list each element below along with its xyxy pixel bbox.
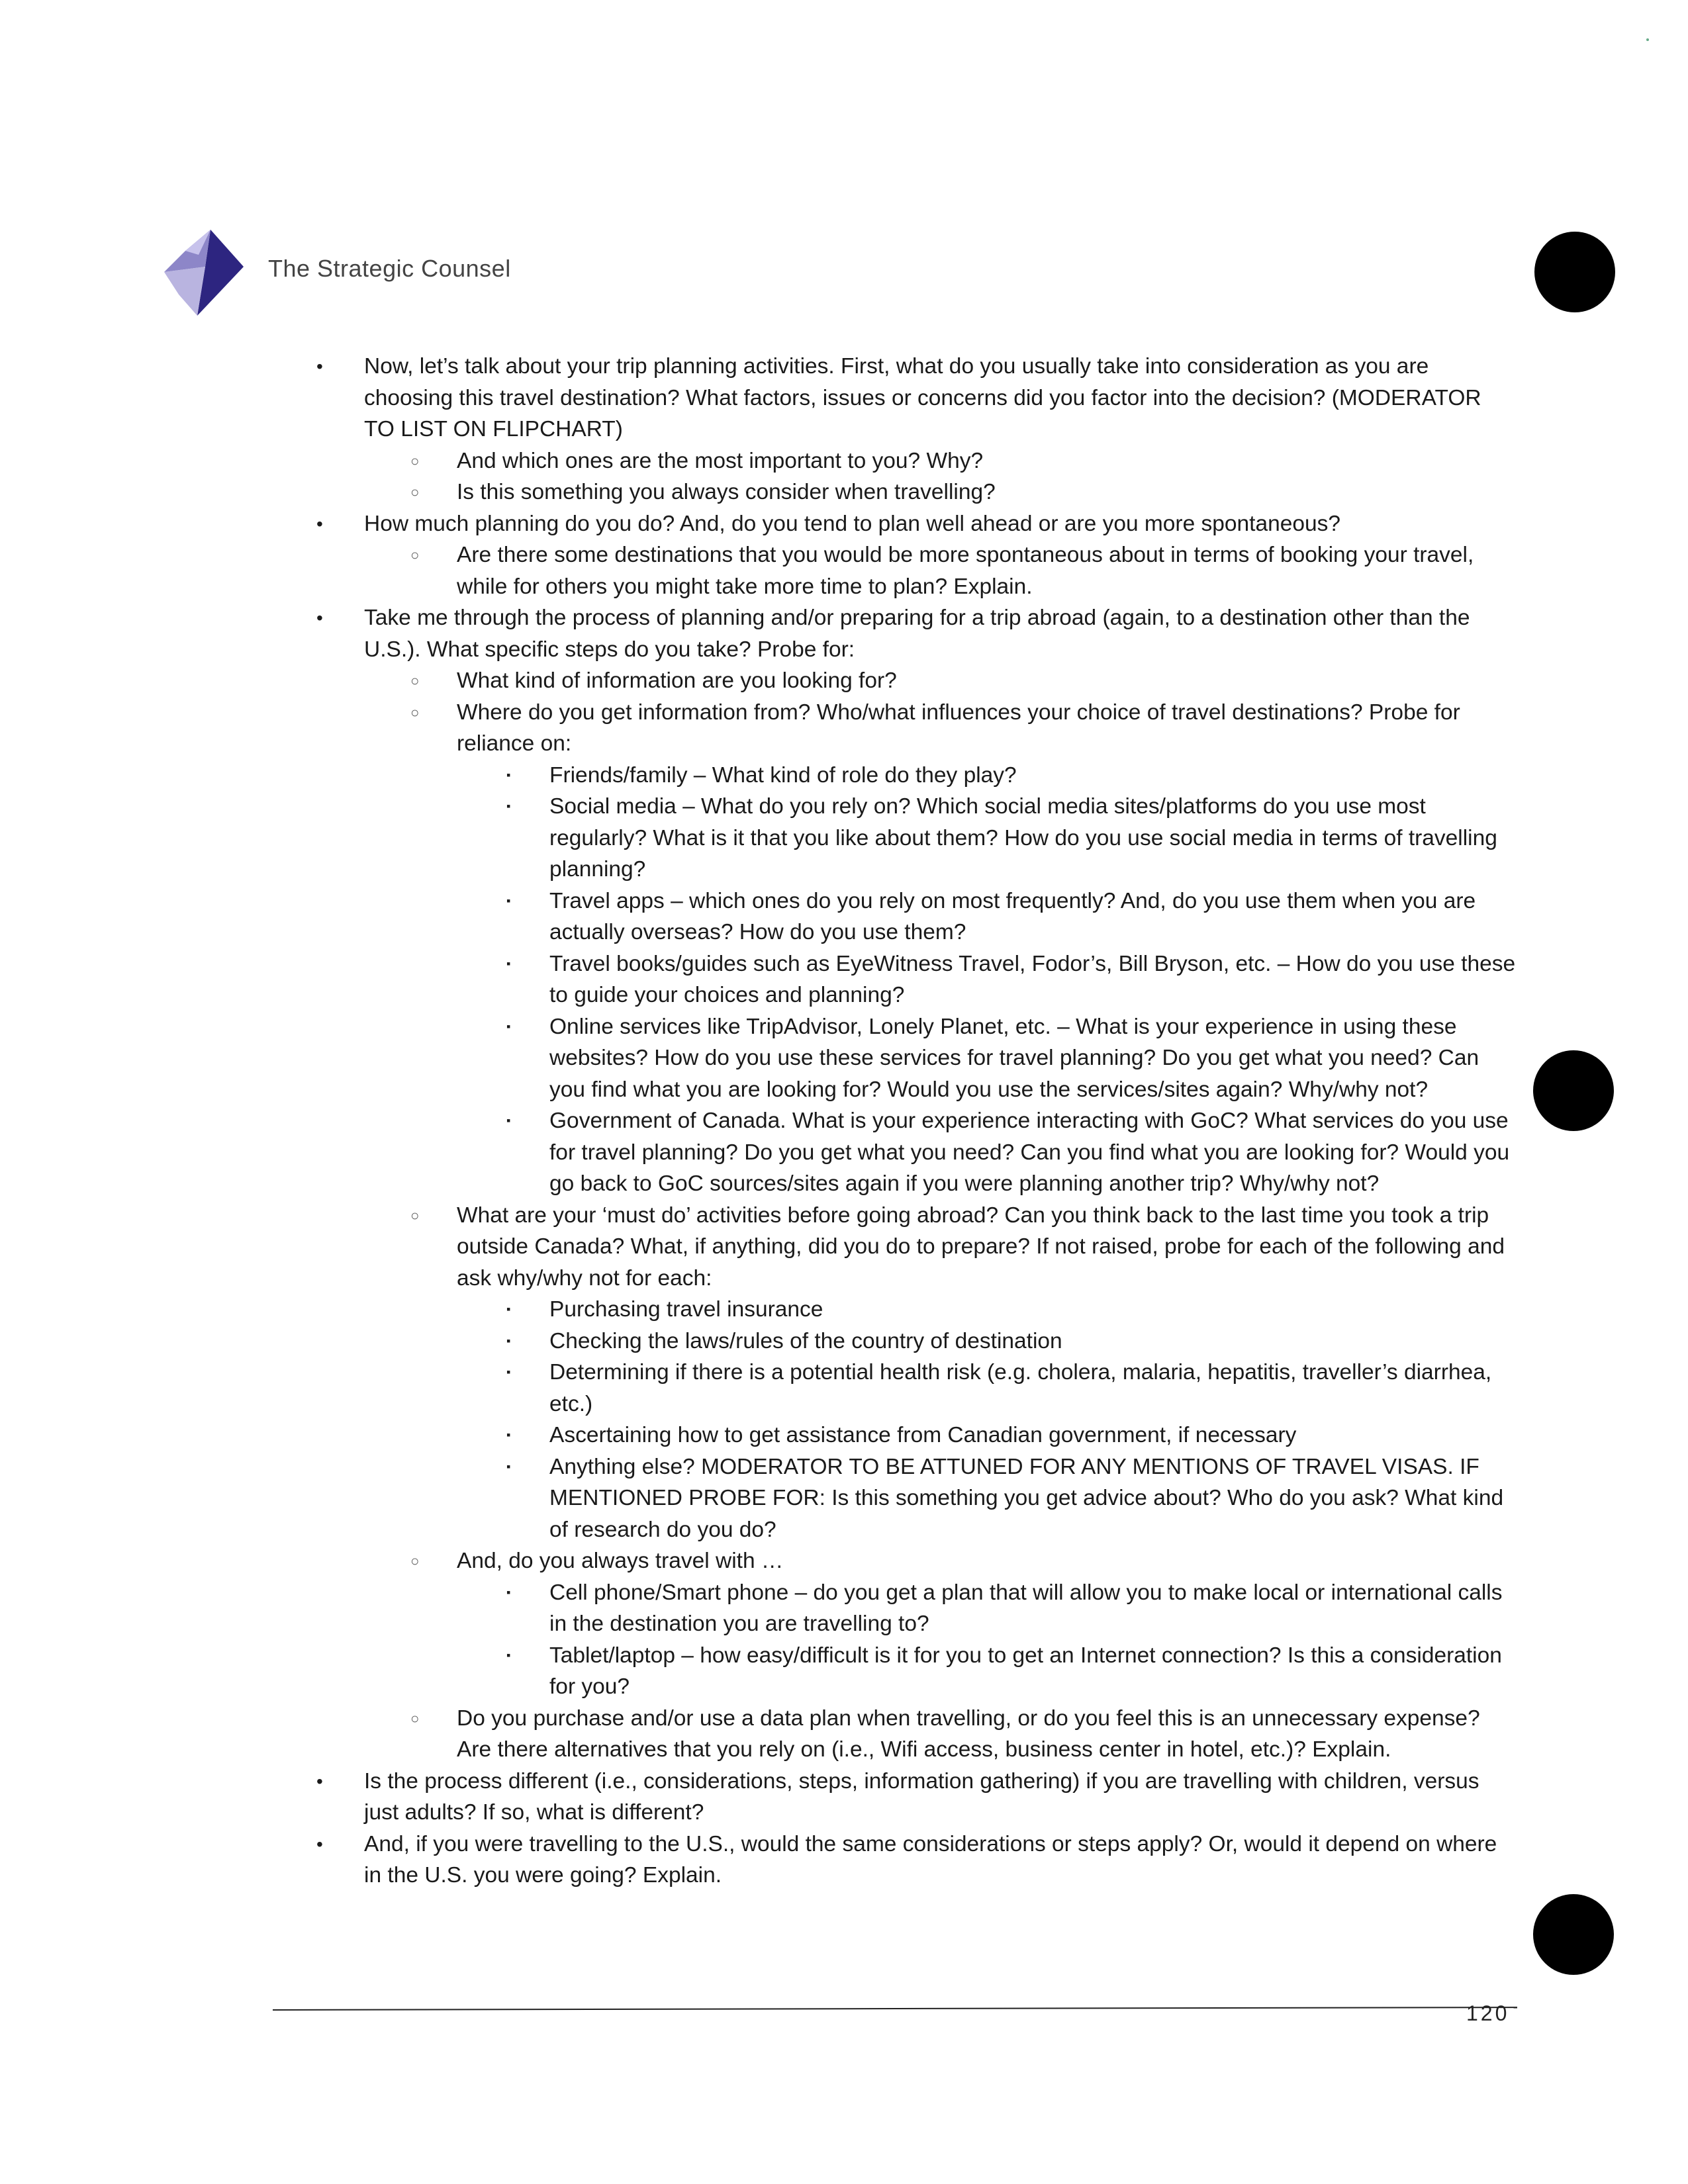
- item-text: Do you purchase and/or use a data plan when travelling, or do you feel this is an unnecessary expense? Are there alternatives that you rely on (i.e., Wifi access, business center in hotel, etc.)? Explain.: [457, 1706, 1480, 1762]
- item-text: Tablet/laptop – how easy/difficult is it for you to get an Internet connection? Is this a consideration for you?: [549, 1643, 1502, 1699]
- footer-rule: [273, 2007, 1517, 2011]
- item-text: Is this something you always consider when travelling?: [457, 480, 996, 504]
- punch-hole: [1533, 1050, 1614, 1131]
- main-question: [305, 351, 1516, 445]
- bullet-icon: •: [316, 1833, 323, 1854]
- bullet-icon: •: [316, 513, 323, 534]
- item-text: Government of Canada. What is your experience interacting with GoC? What services do you use for travel planning? Do you get what you need? Can you find what you are looking for? Would you go back to GoC sources/sites again if you were planning another trip? Why/why not?: [549, 1109, 1510, 1196]
- square-bullet-icon: ▪: [506, 893, 511, 907]
- square-bullet-icon: ▪: [506, 1365, 511, 1379]
- square-bullet-icon: ▪: [506, 768, 511, 782]
- item-text: Is the process different (i.e., considerations, steps, information gathering) if you are travelling with children, versus just adults? If so, what is different?: [364, 1768, 1479, 1825]
- square-bullet-icon: ▪: [506, 1114, 511, 1127]
- square-bullet-icon: ▪: [506, 956, 511, 970]
- sub-probe: [305, 760, 1516, 792]
- circle-bullet-icon: ○: [410, 547, 420, 563]
- square-bullet-icon: ▪: [506, 1585, 511, 1599]
- circle-bullet-icon: ○: [410, 672, 420, 689]
- sub-probe: [305, 791, 1516, 886]
- square-bullet-icon: ▪: [506, 1428, 511, 1441]
- square-bullet-icon: ▪: [506, 1334, 511, 1347]
- item-text: How much planning do you do? And, do you tend to plan well ahead or are you more spontaneous?: [364, 511, 1341, 536]
- bullet-icon: •: [316, 356, 323, 377]
- sub-probe: [305, 1451, 1516, 1546]
- item-text: Determining if there is a potential health risk (e.g. cholera, malaria, hepatitis, traveller’s diarrhea, etc.): [549, 1360, 1492, 1416]
- probe-question: [305, 539, 1516, 602]
- item-text: Where do you get information from? Who/what influences your choice of travel destinations? Probe for reliance on:: [457, 700, 1460, 756]
- punch-hole: [1533, 1894, 1614, 1975]
- probe-question: [305, 1703, 1516, 1766]
- item-text: Online services like TripAdvisor, Lonely Planet, etc. – What is your experience in using these websites? How do you use these services for travel planning? Do you get what you need? Can you find what you are looking for? Would you use the services/sites again? Why/why not?: [549, 1014, 1479, 1102]
- item-text: What kind of information are you looking for?: [457, 668, 897, 693]
- probe-question: [305, 477, 1516, 508]
- punch-hole: [1534, 232, 1615, 312]
- main-question: [305, 1766, 1516, 1829]
- item-text: Social media – What do you rely on? Which social media sites/platforms do you use most regularly? What is it that you like about them? How do you use social media in terms of travelling planning?: [549, 794, 1497, 882]
- item-text: Anything else? MODERATOR TO BE ATTUNED FOR ANY MENTIONS OF TRAVEL VISAS. IF MENTIONED PROBE FOR: Is this something you get advice about? Who do you ask? What kind of research do you do?: [549, 1454, 1504, 1542]
- sub-probe: [305, 1420, 1516, 1451]
- sub-probe: [305, 1011, 1516, 1106]
- item-text: Cell phone/Smart phone – do you get a plan that will allow you to make local or international calls in the destination you are travelling to?: [549, 1580, 1503, 1636]
- item-text: Travel books/guides such as EyeWitness Travel, Fodor’s, Bill Bryson, etc. – How do you use these to guide your choices and planning?: [549, 951, 1516, 1007]
- circle-bullet-icon: ○: [410, 1206, 420, 1224]
- main-question: [305, 508, 1516, 540]
- probe-question: [305, 1200, 1516, 1295]
- page-number: 120: [1466, 2001, 1510, 2025]
- item-text: Take me through the process of planning and/or preparing for a trip abroad (again, to a destination other than the U.S.). What specific steps do you take? Probe for:: [364, 606, 1470, 662]
- circle-bullet-icon: ○: [410, 452, 420, 469]
- sub-probe: [305, 1326, 1516, 1357]
- bullet-icon: •: [316, 1770, 323, 1792]
- item-text: Friends/family – What kind of role do they play?: [549, 762, 1017, 788]
- sub-probe: [305, 1357, 1516, 1420]
- sub-probe: [305, 886, 1516, 948]
- sub-probe: [305, 1577, 1516, 1640]
- scan-speck: [1646, 38, 1649, 41]
- probe-question: [305, 445, 1516, 477]
- circle-bullet-icon: ○: [410, 484, 420, 500]
- square-bullet-icon: ▪: [506, 1019, 511, 1033]
- item-text: Purchasing travel insurance: [549, 1297, 823, 1322]
- bullet-icon: •: [316, 608, 323, 628]
- item-text: Checking the laws/rules of the country of destination: [549, 1328, 1062, 1353]
- circle-bullet-icon: ○: [410, 1553, 420, 1569]
- org-name: The Strategic Counsel: [268, 255, 511, 282]
- probe-question: [305, 665, 1516, 697]
- probe-question: [305, 697, 1516, 760]
- main-question: [305, 602, 1516, 665]
- item-text: Travel apps – which ones do you rely on most frequently? And, do you use them when you are actually overseas? How do you use them?: [549, 888, 1476, 944]
- item-text: Ascertaining how to get assistance from Canadian government, if necessary: [549, 1423, 1297, 1447]
- item-text: Are there some destinations that you would be more spontaneous about in terms of booking your travel, while for others you might take more time to plan? Explain.: [457, 543, 1474, 599]
- item-text: What are your ‘must do’ activities before going abroad? Can you think back to the last time you took a trip outside Canada? What, if anything, did you do to prepare? If not raised, probe for each of the following and ask why/why not for each:: [457, 1203, 1505, 1291]
- sub-probe: [305, 948, 1516, 1011]
- item-text: And which ones are the most important to you? Why?: [457, 448, 984, 473]
- question-list: [305, 351, 1516, 1891]
- square-bullet-icon: ▪: [506, 799, 511, 813]
- circle-bullet-icon: ○: [410, 704, 420, 721]
- probe-question: [305, 1545, 1516, 1577]
- circle-bullet-icon: ○: [410, 1709, 420, 1727]
- strategic-counsel-logo: [159, 228, 252, 318]
- square-bullet-icon: ▪: [506, 1302, 511, 1316]
- main-question: [305, 1829, 1516, 1891]
- sub-probe: [305, 1640, 1516, 1703]
- square-bullet-icon: ▪: [506, 1648, 511, 1662]
- item-text: Now, let’s talk about your trip planning activities. First, what do you usually take into consideration as you are choosing this travel destination? What factors, issues or concerns did you factor into the decision? (MODERATOR TO LIST ON FLIPCHART): [364, 354, 1481, 441]
- sub-probe: [305, 1294, 1516, 1326]
- item-text: And, do you always travel with …: [457, 1549, 784, 1573]
- square-bullet-icon: ▪: [506, 1459, 511, 1473]
- sub-probe: [305, 1105, 1516, 1200]
- item-text: And, if you were travelling to the U.S., would the same considerations or steps apply? Or, would it depend on where in the U.S. you were going? Explain.: [364, 1831, 1497, 1888]
